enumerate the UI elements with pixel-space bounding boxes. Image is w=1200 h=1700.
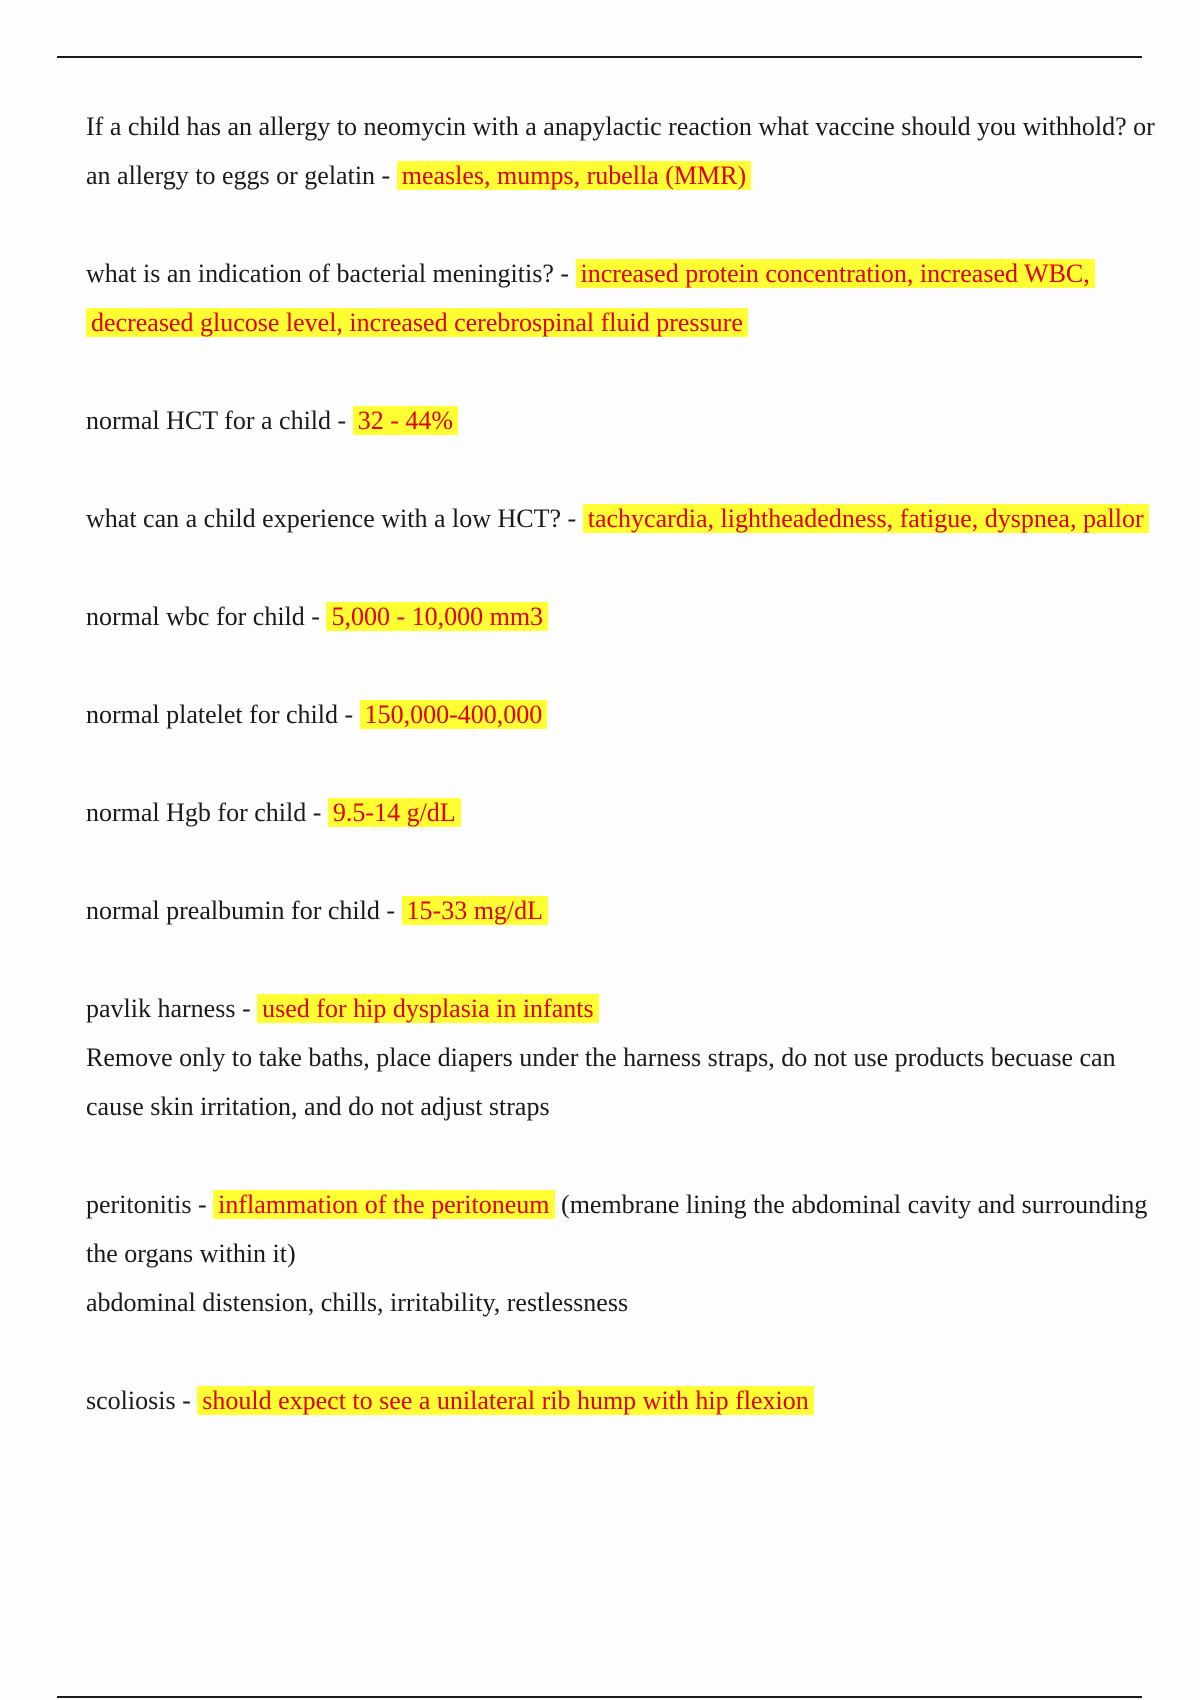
entry-answer: inflammation of the peritoneum	[213, 1190, 554, 1219]
entry-note: Remove only to take baths, place diapers under the harness straps, do not use products becuase can cause skin irritation, and do not adjust straps	[86, 1043, 1116, 1121]
flashcard-entry	[86, 788, 1176, 837]
entry-answer: tachycardia, lightheadedness, fatigue, dyspnea, pallor	[583, 504, 1149, 533]
entry-answer: should expect to see a unilateral rib hump with hip flexion	[197, 1386, 814, 1415]
entry-term: scoliosis	[86, 1386, 176, 1415]
entry-term: normal wbc for child	[86, 602, 305, 631]
entry-answer: 150,000-400,000	[360, 700, 548, 729]
entry-answer: increased protein concentration, increased WBC, decreased glucose level, increased cerebrospinal fluid pressure	[86, 259, 1095, 337]
entry-line	[86, 984, 1176, 1033]
flashcard-entry	[86, 592, 1176, 641]
entry-line	[86, 249, 1176, 347]
entry-term: normal prealbumin for child	[86, 896, 380, 925]
entry-line	[86, 102, 1176, 200]
entry-answer: 32 - 44%	[353, 406, 458, 435]
entry-term: what can a child experience with a low HCT?	[86, 504, 562, 533]
flashcard-entry	[86, 1376, 1176, 1425]
entry-answer: used for hip dysplasia in infants	[257, 994, 598, 1023]
entry-line	[86, 1376, 1176, 1425]
flashcard-entry	[86, 984, 1176, 1131]
entry-answer: 9.5-14 g/dL	[328, 798, 461, 827]
entry-separator: -	[379, 896, 402, 925]
flashcard-entry	[86, 396, 1176, 445]
entry-line	[86, 1180, 1176, 1278]
entry-separator: -	[304, 602, 327, 631]
entry-separator: -	[331, 406, 353, 435]
flashcard-entry	[86, 886, 1176, 935]
entry-line	[86, 396, 1176, 445]
flashcard-entry	[86, 249, 1176, 347]
flashcard-entry	[86, 494, 1176, 543]
entry-term: what is an indication of bacterial meningitis?	[86, 259, 554, 288]
entry-separator: -	[561, 504, 583, 533]
entry-term: normal HCT for a child	[86, 406, 332, 435]
entry-answer-suffix: (membrane lining the abdominal cavity and surrounding the organs within it)	[86, 1190, 1148, 1268]
entry-note: abdominal distension, chills, irritability, restlessness	[86, 1288, 629, 1317]
entry-separator: -	[175, 1386, 198, 1415]
flashcard-list	[86, 102, 1176, 1474]
entry-line	[86, 886, 1176, 935]
bottom-rule	[57, 1696, 1142, 1698]
entry-separator: -	[553, 259, 576, 288]
entry-answer: 15-33 mg/dL	[402, 896, 549, 925]
entry-separator: -	[337, 700, 360, 729]
top-rule	[57, 56, 1142, 58]
entry-answer: 5,000 - 10,000 mm3	[326, 602, 548, 631]
flashcard-entry	[86, 102, 1176, 200]
flashcard-entry	[86, 1180, 1176, 1327]
entry-term: pavlik harness	[86, 994, 236, 1023]
entry-term: If a child has an allergy to neomycin with a anapylactic reaction what vaccine should you withhold? or an allergy to eggs or gelatin	[86, 112, 1155, 190]
entry-term: normal platelet for child	[86, 700, 338, 729]
entry-separator: -	[235, 994, 258, 1023]
entry-line	[86, 788, 1176, 837]
entry-line	[86, 592, 1176, 641]
entry-separator: -	[375, 161, 397, 190]
entry-term: normal Hgb for child	[86, 798, 307, 827]
entry-separator: -	[191, 1190, 214, 1219]
entry-separator: -	[306, 798, 328, 827]
entry-line	[86, 494, 1176, 543]
flashcard-entry	[86, 690, 1176, 739]
entry-line	[86, 690, 1176, 739]
entry-term: peritonitis	[86, 1190, 192, 1219]
entry-answer: measles, mumps, rubella (MMR)	[397, 161, 751, 190]
